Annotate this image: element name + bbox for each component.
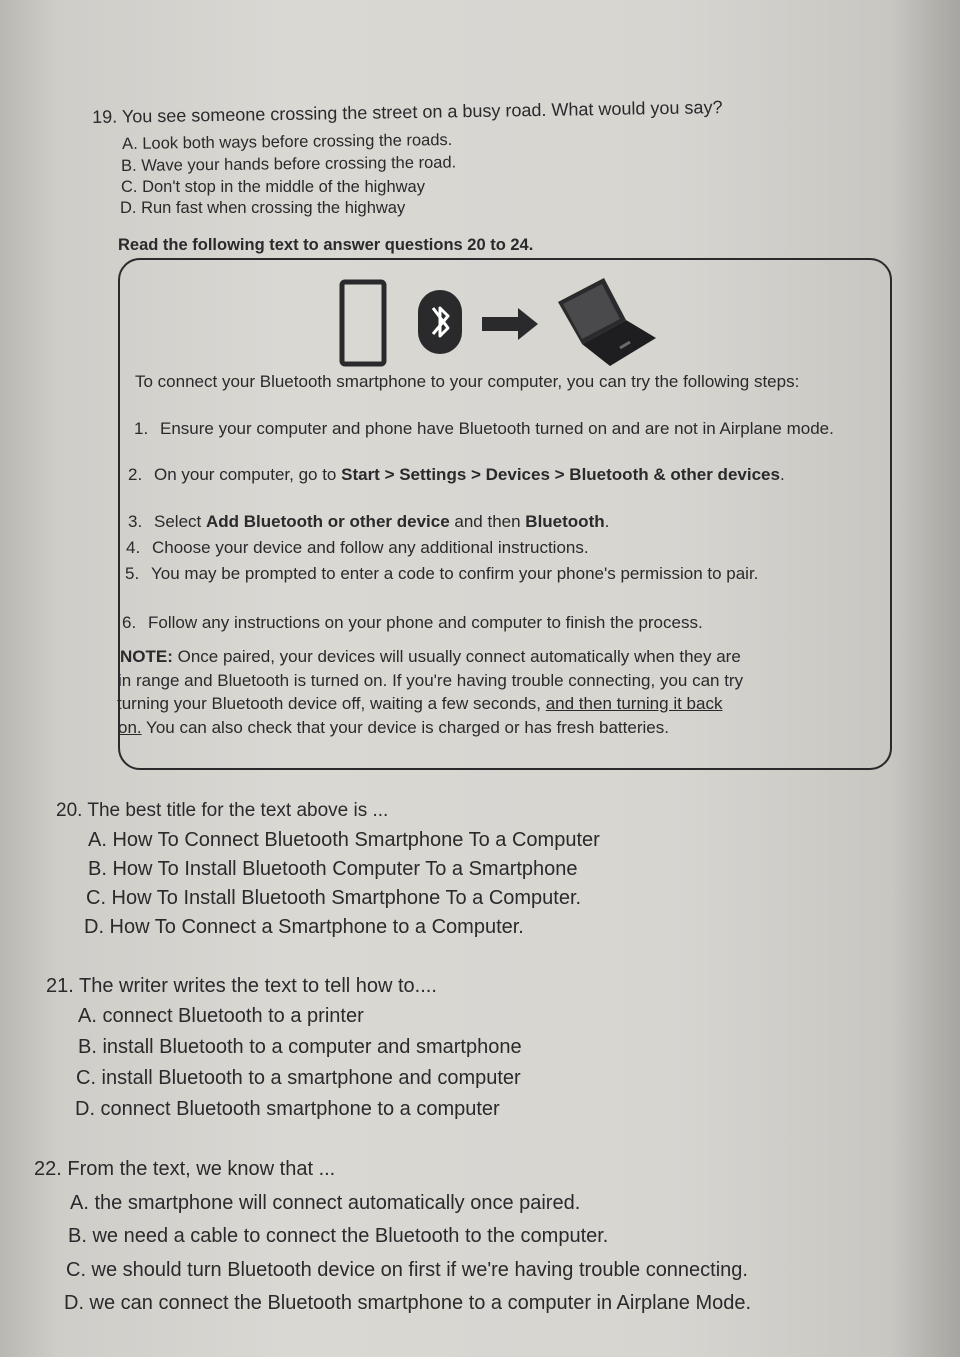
step-4-text: Choose your device and follow any additional instructions. <box>152 538 589 557</box>
question-22-stem: 22. From the text, we know that ... <box>34 1158 336 1180</box>
q20-option-b[interactable]: B. How To Install Bluetooth Computer To a Smartphone <box>88 858 578 880</box>
step-1-text: Ensure your computer and phone have Bluetooth turned on and are not in Airplane mode. <box>160 419 834 438</box>
step-3-bold-1: Add Bluetooth or other device <box>205 512 450 531</box>
question-21-stem: 21. The writer writes the text to tell how to.... <box>46 975 437 997</box>
step-4-number: 4. <box>126 538 141 557</box>
step-5 <box>125 563 860 585</box>
step-2-text: On your computer, go to <box>154 465 342 484</box>
q19-option-a[interactable]: A. Look both ways before crossing the roads. <box>122 130 453 153</box>
note-text-4: You can also check that your device is charged or has fresh batteries. <box>141 718 669 737</box>
step-2-period: . <box>779 465 785 484</box>
q20-option-a[interactable]: A. How To Connect Bluetooth Smartphone To a Computer <box>88 829 600 851</box>
q22-option-d[interactable]: D. we can connect the Bluetooth smartphone to a computer in Airplane Mode. <box>64 1292 752 1314</box>
note-text-3: turning your Bluetooth device off, waiting a few seconds, <box>117 694 546 713</box>
intro-text: To connect your Bluetooth smartphone to your computer, you can try the following steps: <box>135 372 800 391</box>
question-19 <box>92 96 723 128</box>
q21-option-b[interactable]: B. install Bluetooth to a computer and smartphone <box>78 1036 522 1058</box>
note-line-2: in range and Bluetooth is turned on. If you're having trouble connecting, you can try <box>118 671 744 690</box>
q22-option-c[interactable]: C. we should turn Bluetooth device on first if we're having trouble connecting. <box>66 1259 748 1281</box>
q21-option-a[interactable]: A. connect Bluetooth to a printer <box>78 1005 364 1027</box>
q20-option-d[interactable]: D. How To Connect a Smartphone to a Computer. <box>84 916 524 938</box>
q21-option-d[interactable]: D. connect Bluetooth smartphone to a computer <box>75 1098 500 1120</box>
note-line-1 <box>120 646 880 668</box>
q19-option-b[interactable]: B. Wave your hands before crossing the road. <box>121 153 457 175</box>
bluetooth-illustration <box>330 272 670 372</box>
step-3 <box>128 511 850 533</box>
step-1-number: 1. <box>134 419 149 438</box>
step-5-number: 5. <box>125 564 140 583</box>
step-4 <box>126 537 848 559</box>
laptop-icon <box>558 278 656 366</box>
step-3-bold-2: Bluetooth <box>525 512 605 531</box>
step-2 <box>128 464 850 486</box>
step-6-text: Follow any instructions on your phone and computer to finish the process. <box>148 613 703 632</box>
step-6-number: 6. <box>122 613 137 632</box>
step-5-text: You may be prompted to enter a code to confirm your phone's permission to pair. <box>151 564 759 583</box>
question-19-stem: 19. You see someone crossing the street on a busy road. What would you say? <box>92 97 723 127</box>
q20-option-c[interactable]: C. How To Install Bluetooth Smartphone To a Computer. <box>86 887 582 909</box>
note-underlined-2: on. <box>118 718 142 737</box>
arrow-right-icon <box>482 308 538 340</box>
q19-option-d[interactable]: D. Run fast when crossing the highway <box>120 199 406 217</box>
step-1 <box>134 418 846 440</box>
q21-option-c[interactable]: C. install Bluetooth to a smartphone and computer <box>76 1067 521 1089</box>
step-3-text: Select <box>154 512 206 531</box>
step-3-mid: and then <box>449 512 526 531</box>
step-3-period: . <box>604 512 610 531</box>
smartphone-icon <box>342 282 384 364</box>
step-2-path: Start > Settings > Devices > Bluetooth & other devices <box>341 465 780 484</box>
note-text-1: Once paired, your devices will usually connect automatically when they are <box>172 647 741 666</box>
note-line-3 <box>117 693 887 715</box>
bluetooth-icon <box>418 290 462 354</box>
q22-option-a[interactable]: A. the smartphone will connect automatically once paired. <box>70 1192 581 1214</box>
note-line-4 <box>118 717 878 739</box>
note-label: NOTE: <box>120 647 173 666</box>
note-underlined-1: and then turning it back <box>545 694 723 713</box>
q22-option-b[interactable]: B. we need a cable to connect the Bluetooth to the computer. <box>68 1225 609 1247</box>
step-6 <box>122 612 857 634</box>
q19-option-c[interactable]: C. Don't stop in the middle of the highway <box>121 178 425 196</box>
step-3-number: 3. <box>128 512 143 531</box>
step-2-number: 2. <box>128 465 143 484</box>
reading-instruction: Read the following text to answer questions 20 to 24. <box>118 236 534 254</box>
page-shadow <box>890 0 960 1357</box>
question-20-stem: 20. The best title for the text above is ... <box>56 800 389 821</box>
